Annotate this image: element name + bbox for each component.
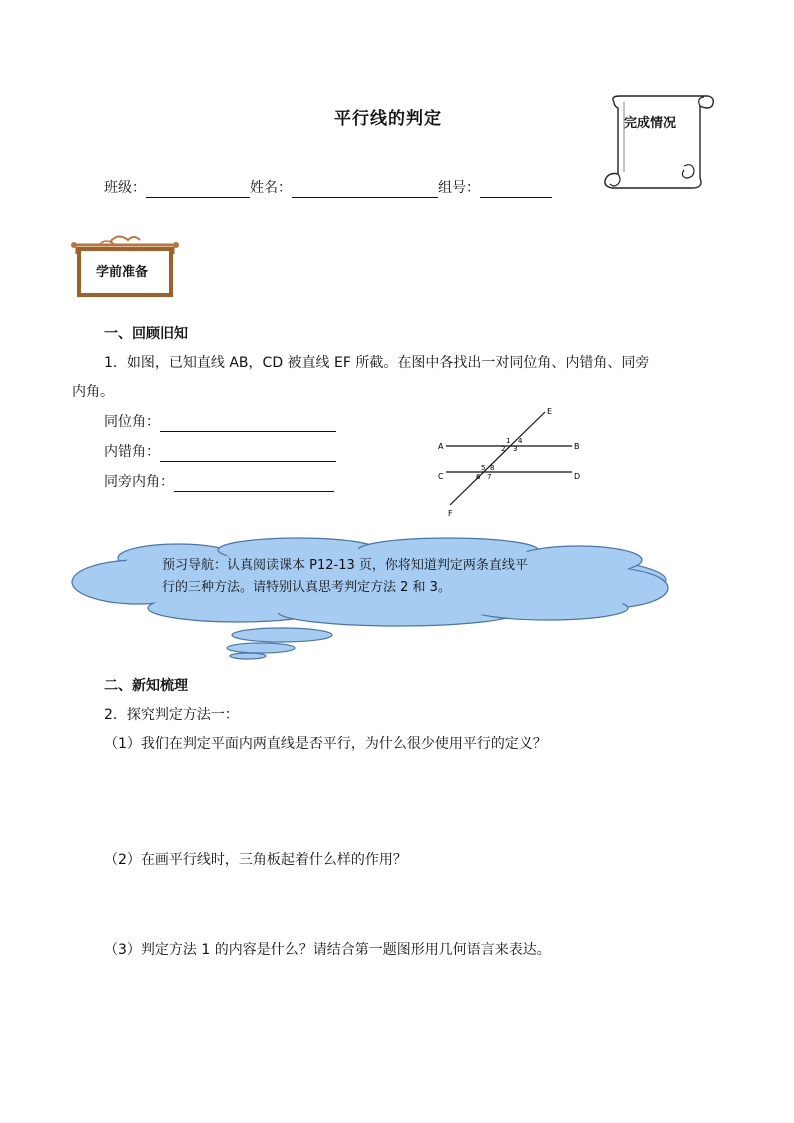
q2-sub3: （3）判定方法 1 的内容是什么？请结合第一题图形用几何语言来表达。 (104, 942, 551, 958)
completion-scroll (600, 94, 718, 190)
prep-board (70, 232, 180, 298)
angle-4: 4 (518, 437, 523, 445)
label-c: C (438, 472, 444, 481)
angle-6: 6 (476, 473, 481, 481)
field-corresponding-angle (104, 412, 336, 432)
corresponding-angle-label: 同位角： (104, 414, 160, 430)
q1-text-line2: 内角。 (72, 384, 114, 400)
group-field[interactable] (480, 181, 552, 198)
angle-1: 1 (506, 437, 511, 445)
info-line (104, 178, 552, 198)
angle-5: 5 (481, 464, 486, 472)
angle-8: 8 (490, 464, 495, 472)
field-interior-angle (104, 472, 334, 492)
class-label: 班级： (104, 180, 146, 196)
q2-text: 2．探究判定方法一： (104, 707, 239, 723)
label-f: F (448, 509, 453, 518)
cloud-text-line2: 行的三种方法。请特别认真思考判定方法 2 和 3。 (162, 580, 451, 595)
page-title: 平行线的判定 (334, 109, 442, 129)
label-d: D (574, 472, 581, 481)
label-e: E (547, 407, 553, 416)
cloud-text (162, 555, 528, 599)
interior-angle-input[interactable] (174, 475, 334, 492)
angle-7: 7 (487, 473, 492, 481)
field-alternate-angle (104, 442, 336, 462)
label-a: A (438, 442, 444, 451)
scroll-icon (600, 94, 718, 190)
q2-sub2: （2）在画平行线时，三角板起着什么样的作用？ (104, 852, 407, 868)
line-ef (450, 412, 545, 505)
alternate-angle-input[interactable] (160, 445, 336, 462)
alternate-angle-label: 内错角： (104, 444, 160, 460)
interior-angle-label: 同旁内角： (104, 474, 174, 490)
q1-text-line1: 1．如图，已知直线 AB，CD 被直线 EF 所截。在图中各找出一对同位角、内错角、同旁 (104, 355, 650, 371)
group-label: 组号： (438, 180, 480, 196)
class-field[interactable] (146, 181, 250, 198)
name-field[interactable] (292, 181, 438, 198)
angle-3: 3 (513, 445, 518, 453)
label-b: B (574, 442, 580, 451)
q2-sub1: （1）我们在判定平面内两直线是否平行，为什么很少使用平行的定义？ (104, 736, 547, 752)
section2-heading: 二、新知梳理 (104, 678, 188, 694)
section1-heading: 一、回顾旧知 (104, 326, 188, 342)
cloud-text-line1: 预习导航：认真阅读课本 P12-13 页，你将知道判定两条直线平 (162, 558, 528, 573)
angle-2: 2 (501, 445, 506, 453)
scroll-label: 完成情况 (624, 116, 677, 131)
prep-board-label: 学前准备 (96, 265, 149, 280)
name-label: 姓名： (250, 180, 292, 196)
parallel-lines-figure (430, 404, 590, 518)
corresponding-angle-input[interactable] (160, 415, 336, 432)
